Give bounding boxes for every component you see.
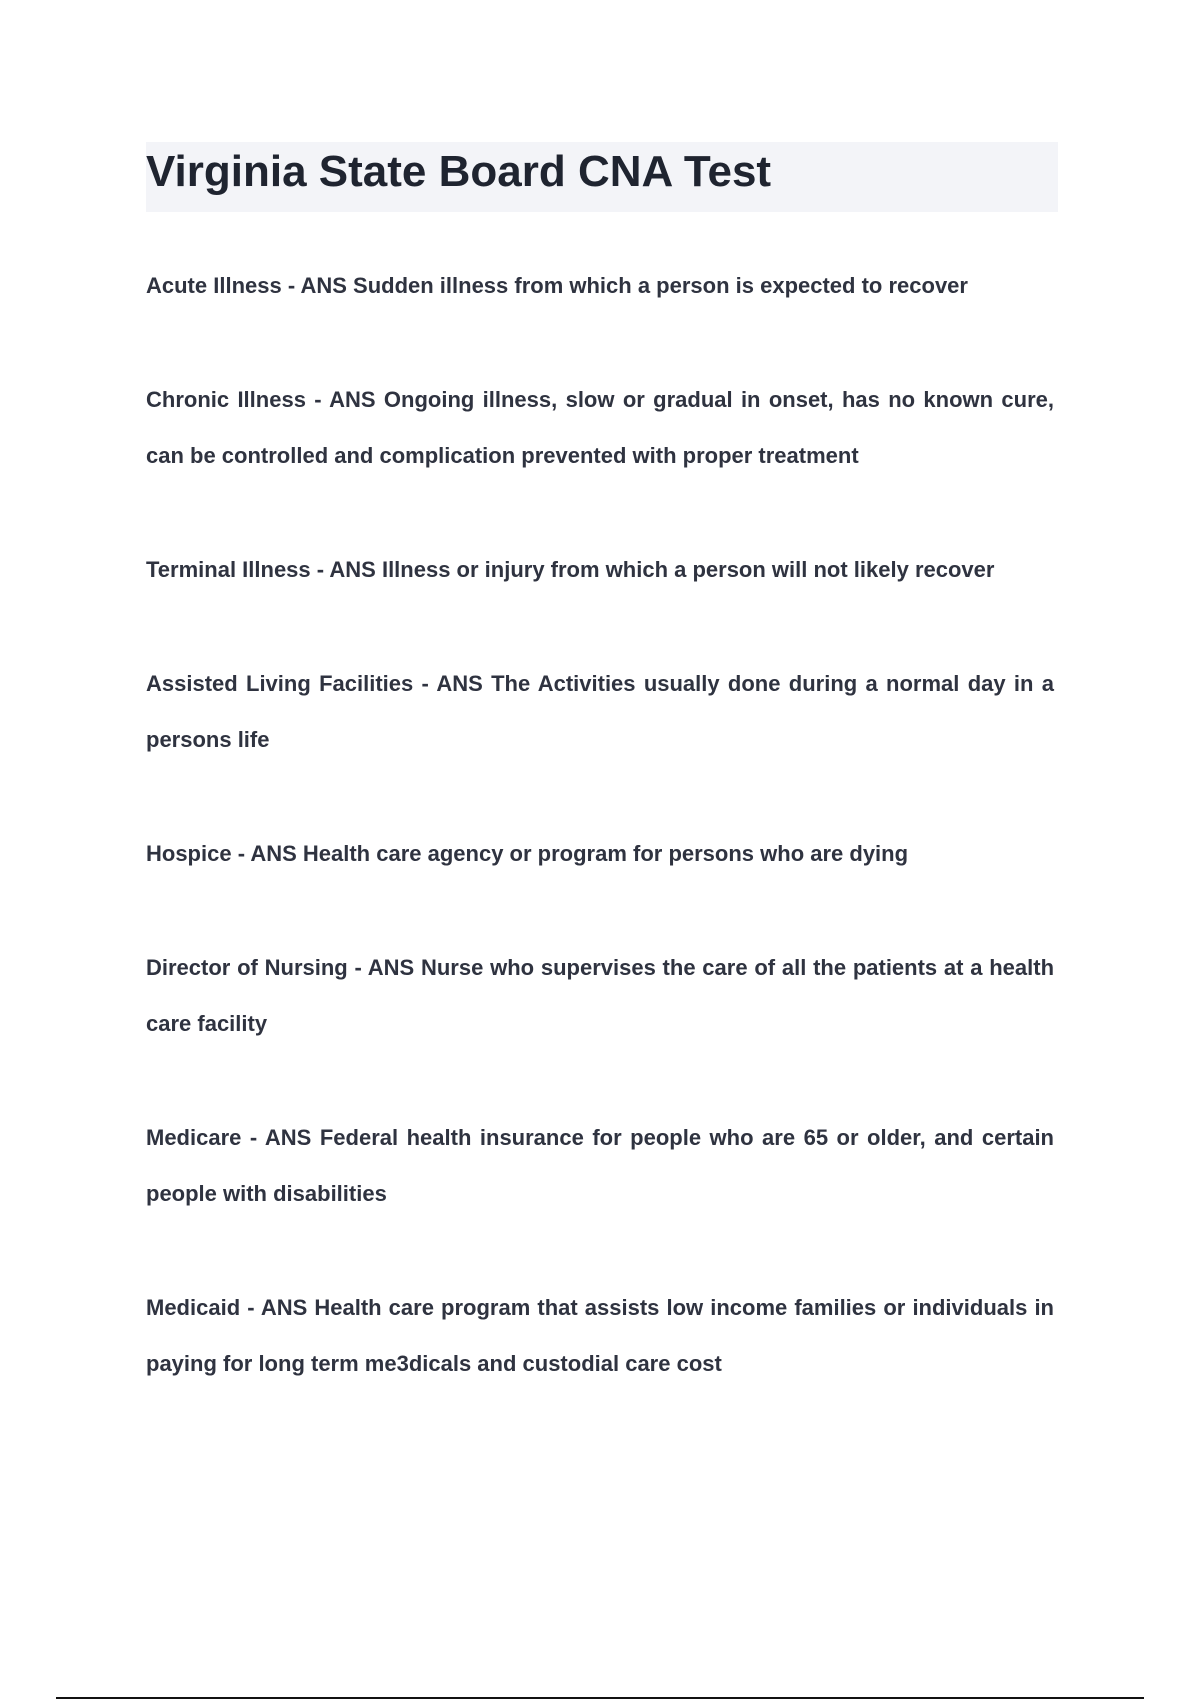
entry-answer: ANS Health care agency or program for persons who are dying — [250, 841, 909, 866]
flashcard-entry — [146, 542, 1054, 598]
entry-term: Assisted Living Facilities — [146, 671, 414, 696]
flashcard-entry — [146, 1110, 1054, 1222]
entry-answer: ANS The Activities usually done during a normal day in a persons life — [146, 671, 1054, 752]
page-title: Virginia State Board CNA Test — [146, 147, 772, 196]
entry-separator: - — [310, 557, 330, 582]
entry-separator: - — [347, 955, 368, 980]
flashcard-entry — [146, 258, 1054, 314]
entry-term: Terminal Illness — [146, 557, 311, 582]
flashcard-entry — [146, 372, 1054, 484]
entry-separator: - — [413, 671, 437, 696]
entry-term: Director of Nursing — [146, 955, 348, 980]
footer-divider — [56, 1697, 1144, 1699]
entry-separator: - — [305, 387, 330, 412]
entry-separator: - — [281, 273, 301, 298]
entry-term: Medicaid — [146, 1295, 241, 1320]
entry-separator: - — [241, 1125, 265, 1150]
flashcard-list — [146, 258, 1054, 1450]
flashcard-entry — [146, 656, 1054, 768]
flashcard-entry — [146, 940, 1054, 1052]
entry-term: Chronic Illness — [146, 387, 306, 412]
entry-answer: ANS Federal health insurance for people who are 65 or older, and certain people with disabilities — [146, 1125, 1054, 1206]
entry-answer: ANS Nurse who supervises the care of all the patients at a health care facility — [146, 955, 1055, 1036]
entry-answer: ANS Health care program that assists low income families or individuals in paying for long term me3dicals and custodial care cost — [146, 1295, 1054, 1376]
entry-answer: ANS Ongoing illness, slow or gradual in onset, has no known cure, can be controlled and complication prevented with proper treatment — [146, 387, 1054, 468]
entry-answer: ANS Illness or injury from which a person will not likely recover — [329, 557, 995, 582]
flashcard-entry — [146, 826, 1054, 882]
entry-separator: - — [240, 1295, 261, 1320]
flashcard-entry — [146, 1280, 1054, 1392]
entry-term: Medicare — [146, 1125, 242, 1150]
entry-term: Hospice — [146, 841, 232, 866]
entry-answer: ANS Sudden illness from which a person is expected to recover — [300, 273, 968, 298]
entry-separator: - — [231, 841, 251, 866]
entry-term: Acute Illness — [146, 273, 282, 298]
